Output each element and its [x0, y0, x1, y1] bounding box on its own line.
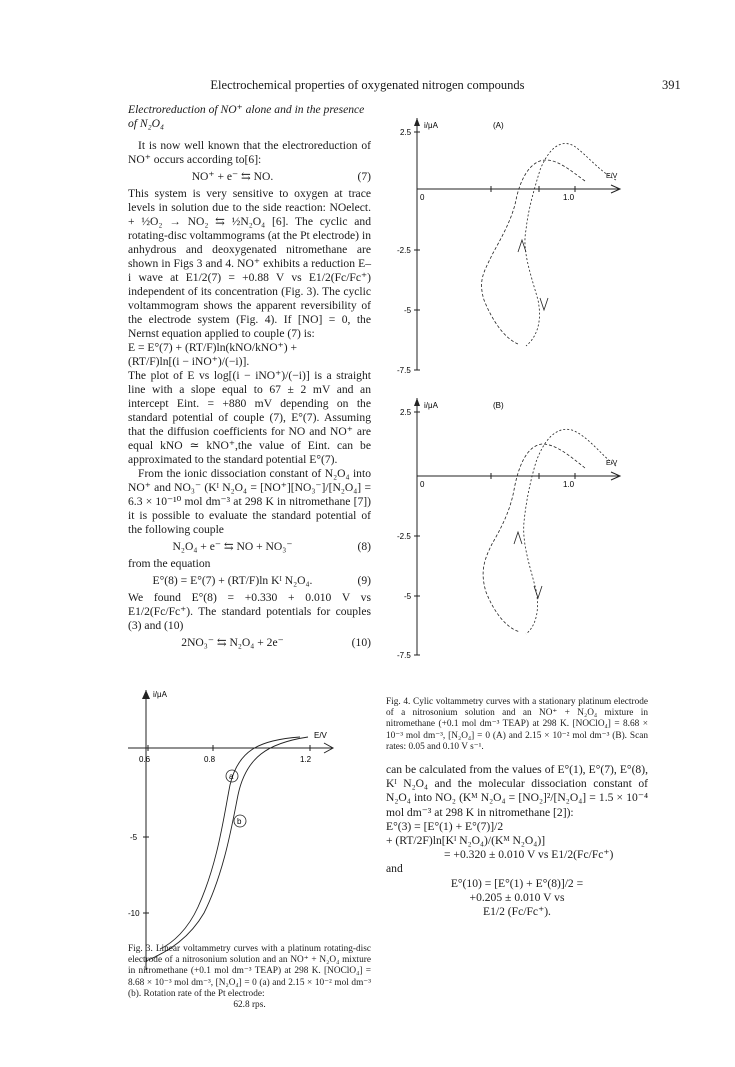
x-tick-label: 0 [420, 480, 425, 489]
equation-body: E°(8) = E°(7) + (RT/F)ln Kᴵ N₂O₄. [152, 574, 313, 587]
x-tick-label: 1.2 [300, 755, 312, 764]
equation-e3-line: = +0.320 ± 0.010 V vs E1/2(Fc/Fc⁺) [444, 848, 614, 862]
equation-body: N₂O₄ + e⁻ ⇆ NO + NO₃⁻ [172, 540, 293, 553]
paragraph: and [386, 862, 403, 876]
page-number: 391 [662, 78, 681, 92]
figure-4-caption: Fig. 4. Cylic voltammetry curves with a stationary platinum electrode of a nitrosonium solution and an NO⁺ + N₂O₄ mixture in nitromethane (+0.1 mol dm⁻³ TEAP) at 298 K. [NOClO₄] = 8.68 × 10⁻³ mol dm⁻³, [N₂O₄] = 0 (A) and 2.15 × 10⁻² mol dm⁻³ (B). Scan rates: 0.05 and 0.10 V s⁻¹. [386, 697, 648, 752]
x-axis-label: E/V [606, 173, 618, 180]
equation-body: NO⁺ + e⁻ ⇆ NO. [191, 170, 274, 183]
x-axis-label: E/V [314, 731, 327, 740]
scan-arrow-icon [540, 298, 548, 310]
cv-curve-2 [524, 429, 616, 634]
panel-b [397, 398, 620, 660]
y-tick-label: -2.5 [397, 246, 411, 255]
equation-10 [128, 636, 371, 650]
curve-label-a: a [229, 772, 234, 781]
equation-body: 2NO₃⁻ ⇆ N₂O₄ + 2e⁻ [181, 636, 284, 649]
paragraph: The plot of E vs log[(i − iNO⁺)/(−i)] is a straight line with a slope equal to 67 ± 2 mV and an intercept Eint. = +880 mV depending on the standard potential of couple (7), E°(7). Assuming that the diffusion coefficients for NO and NO⁺ are equal kNO ≃ kNO⁺,the value of Eint. can be approximated to the standard potential E°(7). [128, 369, 371, 466]
y-axis-arrow-icon [414, 118, 420, 126]
panel-label: (B) [493, 401, 504, 410]
equation-e3-line: + (RT/2F)ln[Kᴵ N₂O₄)/(Kᴹ N₂O₄)] [386, 834, 546, 848]
equation-e10-line: E°(10) = [E°(1) + E°(8)]/2 = [450, 876, 584, 890]
figure-4-cyclic-voltammograms [380, 100, 660, 680]
x-tick-label: 0.6 [139, 755, 151, 764]
y-tick-label: 2.5 [400, 408, 412, 417]
x-tick-label: 0 [420, 193, 425, 202]
y-axis-arrow-icon [142, 690, 150, 699]
equation-number: (10) [351, 636, 371, 649]
equation-e10-line: +0.205 ± 0.010 V vs [469, 890, 565, 904]
equation-e3-line: E°(3) = [E°(1) + E°(7)]/2 [386, 819, 504, 833]
equation-number: (9) [357, 574, 371, 587]
y-tick-label: -2.5 [397, 532, 411, 541]
cv-curve-1 [482, 160, 585, 344]
paragraph: We found E°(8) = +0.330 + 0.010 V vs E1/2(Fc/Fc⁺). The standard potentials for couples (3) and (10) [128, 591, 371, 632]
scan-arrow-icon [534, 586, 542, 598]
panel-label: (A) [493, 121, 504, 130]
y-tick-label: -5 [404, 592, 412, 601]
nernst-equation-line: (RT/F)ln[(i − iNO⁺)/(−i)]. [128, 355, 250, 368]
equation-8 [128, 540, 371, 554]
caption-text-end: 62.8 rps. [233, 1000, 266, 1011]
equation-9 [128, 574, 371, 588]
y-axis-label: i/μA [424, 121, 438, 130]
curve-b [146, 737, 308, 961]
cv-curve-2 [525, 143, 616, 346]
equation-e10-line: E1/2 (Fc/Fc⁺). [483, 905, 551, 919]
intro-paragraph: It is now well known that the electroreduction of NO⁺ occurs according to[6]: [128, 139, 371, 166]
cv-curve-1 [483, 444, 585, 632]
y-axis-arrow-icon [414, 398, 420, 406]
caption-text: Fig. 3. Linear voltammetry curves with a platinum rotating-disc electrode of a nitrosonium solution and an NO⁺ + N₂O₄ mixture in nitromethane (+0.1 mol dm⁻³ TEAP) at 298 K. [NOClO₄] = 8.68 × 10⁻³ mol dm⁻³, [N₂O₄] = 0 (a) and 2.15 × 10⁻² mol dm⁻³ (b). Rotation rate of the Pt electrode: [128, 944, 371, 999]
figure-3-caption [128, 944, 371, 1011]
paragraph: from the equation [128, 557, 211, 570]
scan-arrow-icon [514, 532, 522, 544]
section-heading: Electroreduction of NO⁺ alone and in the presence of N₂O₄ [128, 103, 365, 130]
paragraph: From the ionic dissociation constant of N₂O₄ into NO⁺ and NO₃⁻ (Kᴵ N₂O₄ = [NO⁺][NO₃⁻]/[N₂O₄] = 6.3 × 10⁻¹⁰ mol dm⁻³ at 298 K in nitromethane [7]) it is possible to evaluate the standard potential of the following couple [128, 467, 371, 536]
x-tick-label: 1.0 [563, 480, 575, 489]
equation-7 [128, 170, 371, 184]
x-tick-label: 1.0 [563, 193, 575, 202]
y-tick-label: -10 [128, 909, 140, 918]
y-tick-label: -7.5 [397, 651, 411, 660]
equation-number: (8) [357, 540, 371, 553]
y-tick-label: -5 [130, 833, 138, 842]
x-tick-label: 0.8 [204, 755, 216, 764]
panel-a [397, 118, 620, 375]
running-title: Electrochemical properties of oxygenated nitrogen compounds [210, 78, 525, 92]
scan-arrow-icon [518, 240, 526, 252]
y-axis-label: i/μA [424, 401, 438, 410]
curve-a [160, 737, 300, 949]
curve-label-b: b [237, 817, 242, 826]
x-axis-label: E/V [606, 460, 618, 467]
equation-number: (7) [357, 170, 371, 183]
y-axis-label: i/μA [153, 690, 167, 699]
right-column [386, 763, 648, 919]
y-tick-label: 2.5 [400, 128, 412, 137]
y-tick-label: -5 [404, 306, 412, 315]
paragraph: This system is very sensitive to oxygen at trace levels in solution due to the side reaction: NOelect. + ½O₂ → NO₂ ⇆ ½N₂O₄ [6]. The cyclic and rotating-disc voltammograms (at the Pt electrode) in anhydrous and deoxygenated nitromethane are shown in Figs 3 and 4. NO⁺ exhibits a reduction E–i wave at E1/2(7) = +0.88 V vs E1/2(Fc/Fc⁺) independent of its concentration (Fig. 3). The cyclic voltammogram shows the apparent reversibility of the electrode system (Fig. 4). If [NO] = 0, the Nernst equation applied to couple (7) is: [128, 187, 371, 340]
y-tick-label: -7.5 [397, 366, 411, 375]
left-column [128, 103, 371, 653]
paragraph: can be calculated from the values of E°(1), E°(7), E°(8), Kᴵ N₂O₄ and the molecular dissociation constant of N₂O₄ into NO₂ (Kᴹ N₂O₄ = [NO₂]²/[N₂O₄] = 1.5 × 10⁻⁴ mol dm⁻³ at 298 K in nitromethane [2]): [386, 763, 648, 819]
nernst-equation-line: E = E°(7) + (RT/F)ln(kNO/kNO⁺) + [128, 341, 298, 354]
